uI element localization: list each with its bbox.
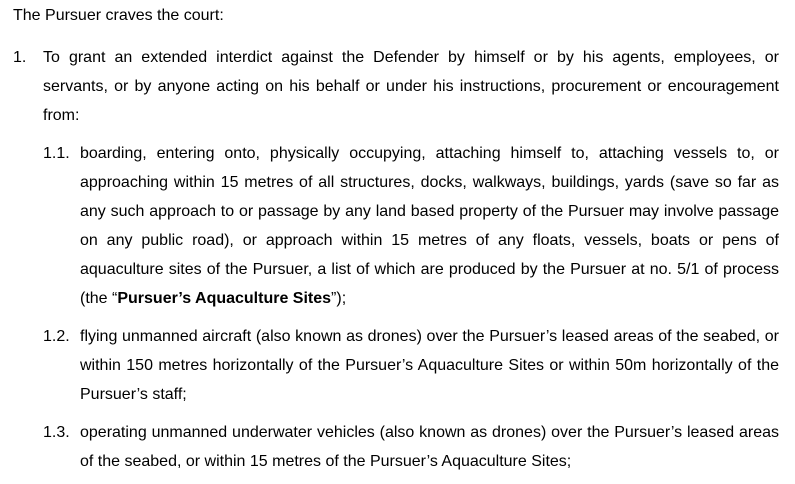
- sub-item-1-1: [43, 139, 779, 313]
- sub-item-number: 1.2.: [43, 328, 70, 345]
- crave-item-1: [13, 43, 779, 476]
- item-number: 1.: [13, 49, 27, 66]
- defined-term: Pursuer’s Aquaculture Sites: [117, 290, 332, 307]
- sub-item-number: 1.1.: [43, 145, 70, 162]
- sub-item-1-2: [43, 322, 779, 409]
- sub-item-number: 1.3.: [43, 424, 70, 441]
- sub-item-1-3: [43, 418, 779, 476]
- sub-item-text-after: ”);: [331, 290, 347, 307]
- sub-item-text: operating unmanned underwater vehicles (also known as drones) over the Pursuer’s leased areas of the seabed, or within 15 metres of the Pursuer’s Aquaculture Sites;: [80, 424, 779, 470]
- sub-item-text: [80, 139, 779, 313]
- intro-line: The Pursuer craves the court:: [13, 7, 224, 24]
- sub-item-text: flying unmanned aircraft (also known as drones) over the Pursuer’s leased areas of the seabed, or within 150 metres horizontally of the Pursuer’s Aquaculture Sites or within 50m horizontally of the Pursuer’s staff;: [80, 328, 779, 403]
- sub-item-text-before: boarding, entering onto, physically occupying, attaching himself to, attaching vessels to, or approaching within 15 metres of all structures, docks, walkways, buildings, yards (save so far as any such approach to or passage by any land based property of the Pursuer may involve passage on any public road), or approach within 15 metres of any floats, vessels, boats or pens of aquaculture sites of the Pursuer, a list of which are produced by the Pursuer at no. 5/1 of process (the “: [80, 145, 779, 307]
- document: [13, 5, 779, 476]
- item-text: To grant an extended interdict against the Defender by himself or by his agents, employees, or servants, or by anyone acting on his behalf or under his instructions, procurement or encouragement from:: [43, 49, 779, 124]
